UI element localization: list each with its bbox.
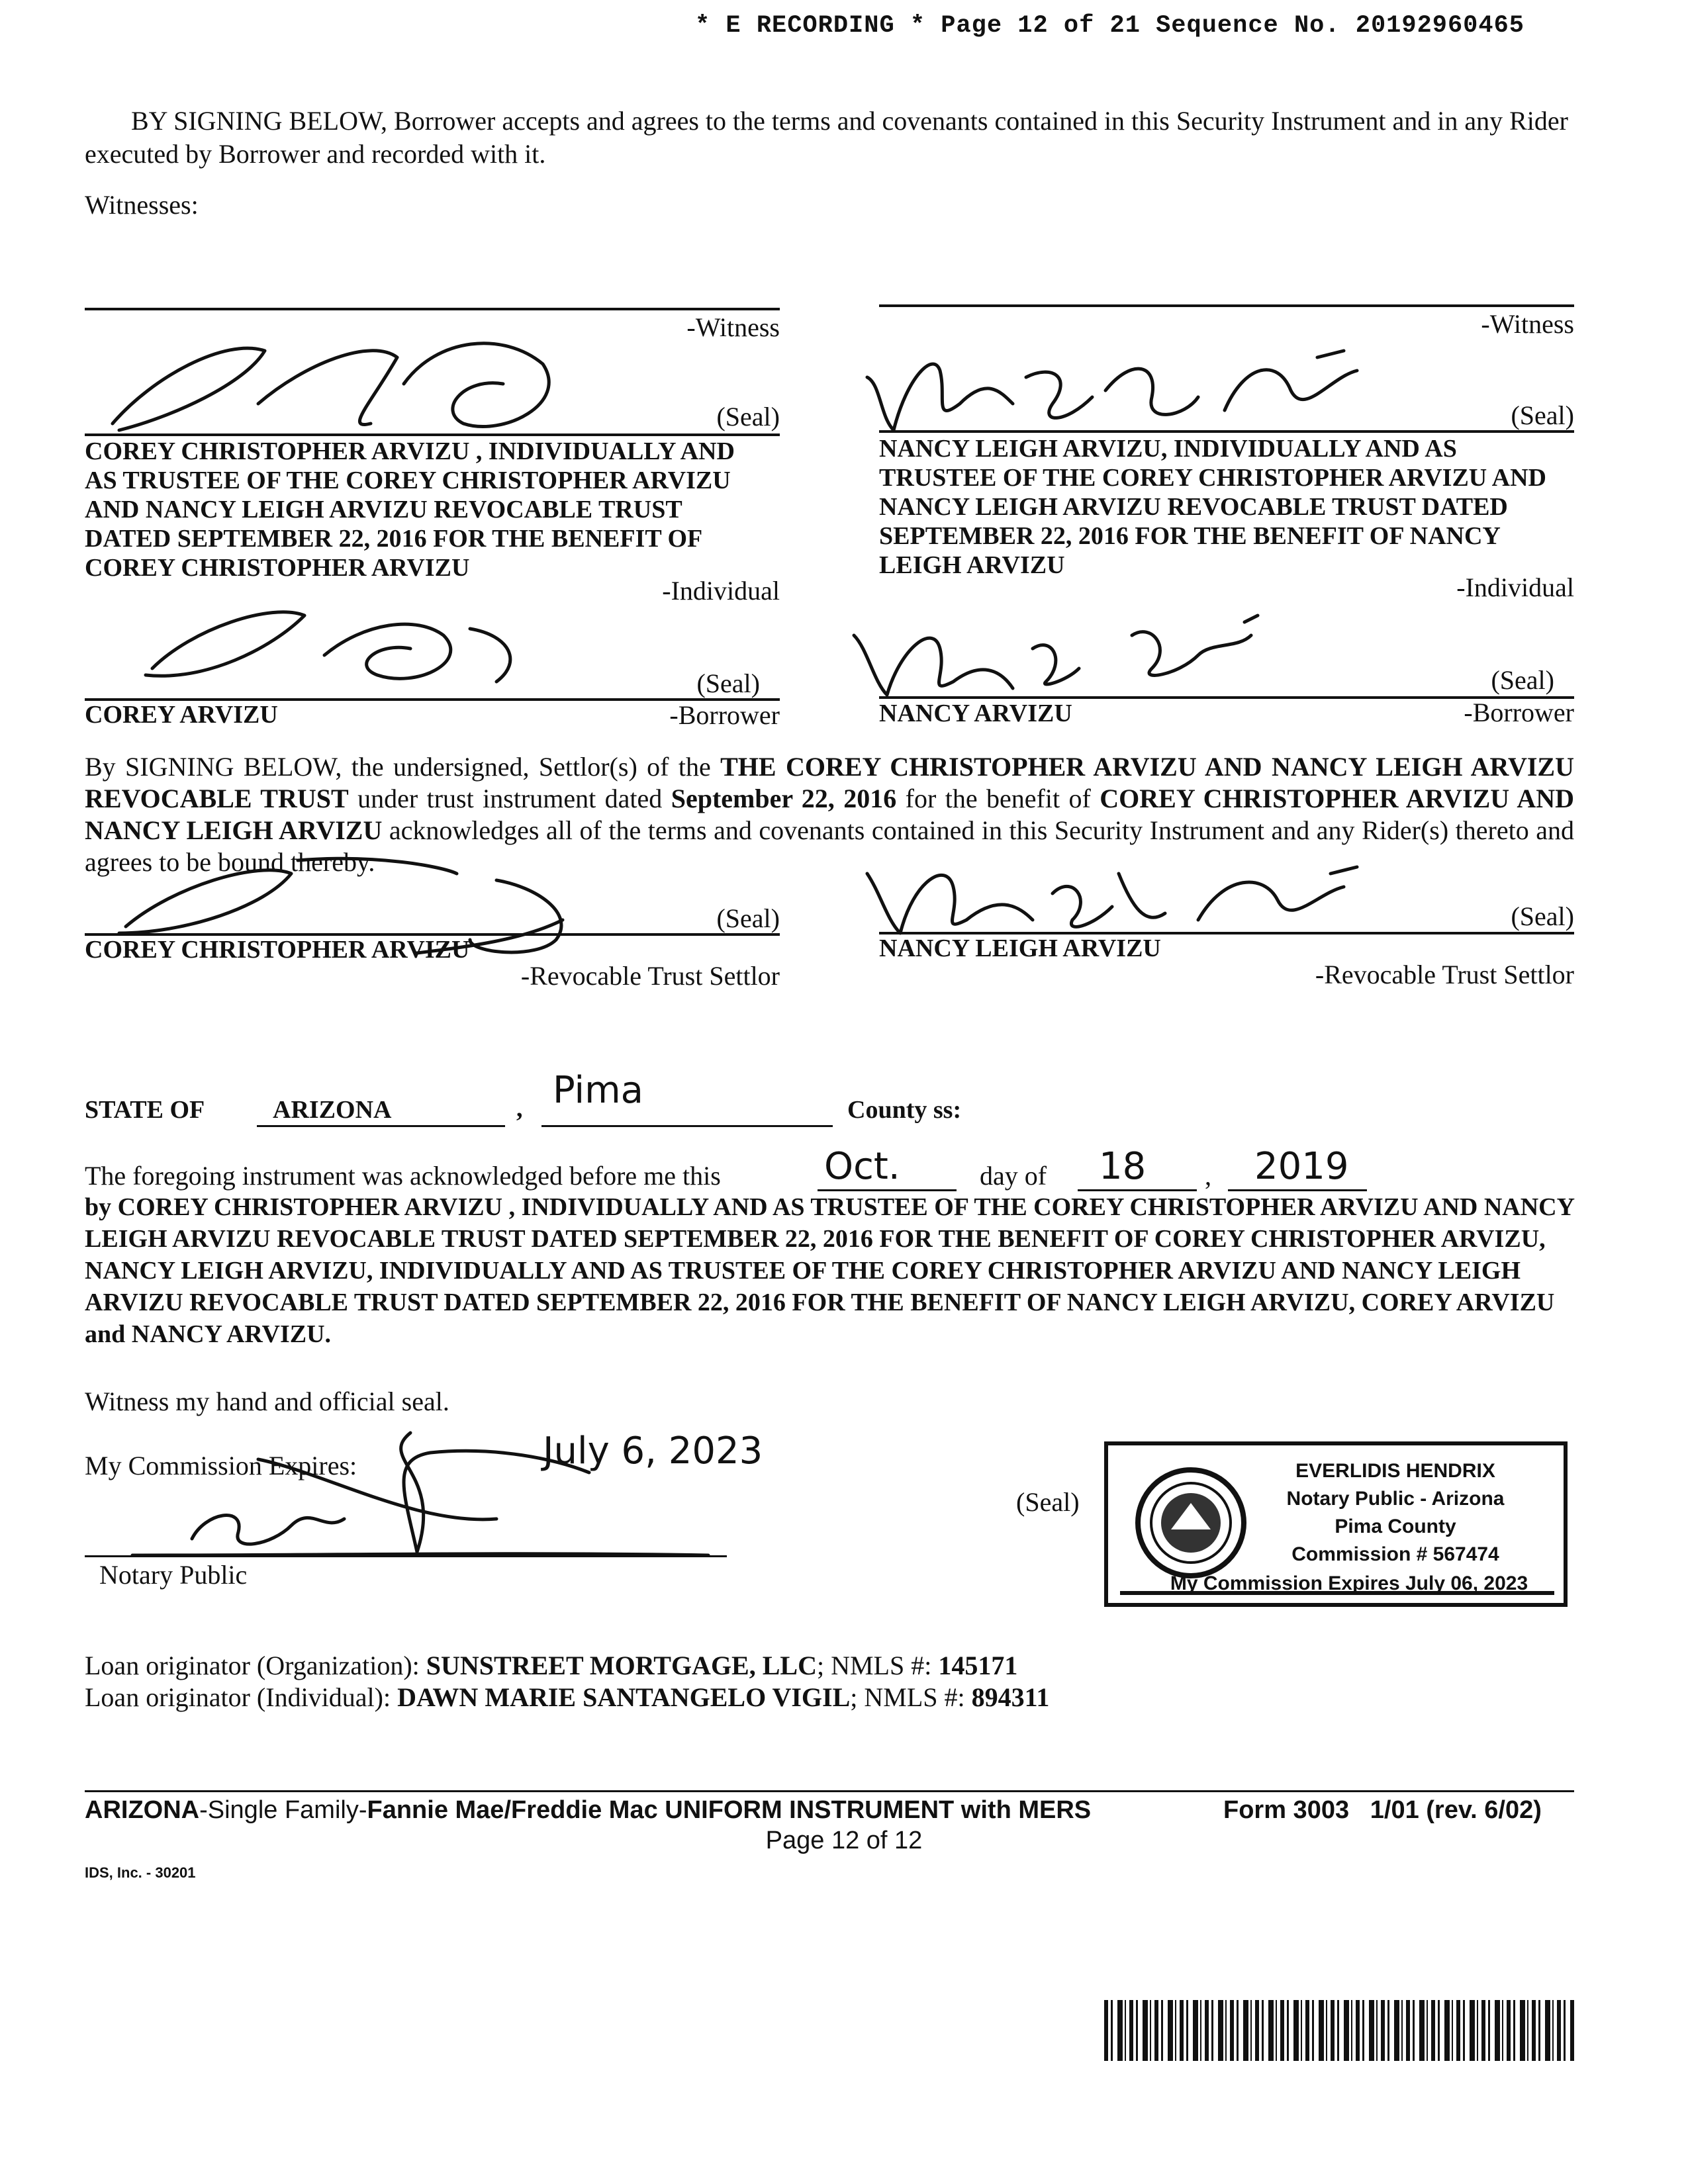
loan-ind-line	[85, 1681, 1049, 1714]
footer-form-number: Form 3003 1/01 (rev. 6/02)	[1223, 1796, 1542, 1824]
county-underline	[541, 1125, 833, 1127]
settlor-text-1: By SIGNING BELOW, the undersigned, Settlor(s) of the	[85, 752, 721, 782]
role-3-right: -Revocable Trust Settlor	[1315, 960, 1574, 989]
footer-state: ARIZONA	[85, 1796, 200, 1824]
footer-form-title: Fannie Mae/Freddie Mac UNIFORM INSTRUMENT with MERS	[367, 1796, 1092, 1824]
signer-name-1-right: NANCY LEIGH ARVIZU, INDIVIDUALLY AND AS TRUSTEE OF THE COREY CHRISTOPHER ARVIZU AND NANCY LEIGH ARVIZU REVOCABLE TRUST DATED SEPTEMBER 22, 2016 FOR THE BENEFIT OF NANCY LEIGH ARVIZU	[879, 435, 1546, 579]
footer-single-family: -Single Family-	[199, 1796, 367, 1824]
commission-handwritten: July 6, 2023	[543, 1430, 763, 1473]
intro-paragraph: BY SIGNING BELOW, Borrower accepts and agrees to the terms and covenants contained in this Security Instrument and in any Rider executed by Borrower and recorded with it.	[85, 106, 1568, 169]
county-handwritten: Pima	[553, 1069, 643, 1112]
seal-label-1-right: (Seal)	[1511, 400, 1574, 430]
loan-org-line	[85, 1649, 1017, 1682]
settlor-beneficiaries: COREY CHRISTOPHER ARVIZU AND NANCY LEIGH ARVIZU	[85, 784, 1575, 845]
witness-label-right: -Witness	[1481, 309, 1574, 339]
signature-nancy-1	[854, 338, 1397, 437]
signature-line-1-left	[85, 433, 780, 436]
state-comma: ,	[516, 1095, 523, 1122]
state-underline	[257, 1125, 505, 1127]
signer-name-1-left: COREY CHRISTOPHER ARVIZU , INDIVIDUALLY AND AS TRUSTEE OF THE COREY CHRISTOPHER ARVIZU AND NANCY LEIGH ARVIZU REVOCABLE TRUST DATED SEPTEMBER 22, 2016 FOR THE BENEFIT OF COREY CHRISTOPHER ARVIZU	[85, 437, 735, 582]
seal-label-2-left: (Seal)	[696, 668, 760, 698]
signature-corey-1	[93, 324, 622, 443]
county-label: County ss:	[847, 1096, 962, 1124]
role-2-right: -Borrower	[1464, 698, 1574, 727]
loan-ind-nmls: 894311	[971, 1682, 1050, 1712]
barcode	[1104, 2000, 1574, 2061]
ack-comma: ,	[1205, 1161, 1211, 1191]
signature-nancy-2	[841, 609, 1278, 708]
loan-org-name: SUNSTREET MORTGAGE, LLC	[426, 1651, 817, 1680]
signer-name-2-right: NANCY ARVIZU	[879, 700, 1072, 727]
settlor-text-2: under trust instrument dated	[348, 784, 671, 813]
notary-seal-label: (Seal)	[1016, 1487, 1080, 1517]
settlor-text-3: for the benefit of	[896, 784, 1100, 813]
witness-label-left: -Witness	[686, 312, 780, 342]
notary-public-label: Notary Public	[99, 1560, 248, 1590]
loan-ind-nmls-label: ; NMLS #:	[850, 1682, 972, 1712]
witnesses-label: Witnesses:	[85, 190, 199, 220]
stamp-commission: Commission # 567474	[1291, 1543, 1499, 1565]
ack-day-of: day of	[980, 1161, 1047, 1191]
loan-ind-name: DAWN MARIE SANTANGELO VIGIL	[397, 1682, 851, 1712]
stamp-county: Pima County	[1335, 1516, 1456, 1537]
settlor-trust-name: THE COREY CHRISTOPHER ARVIZU AND NANCY LEIGH ARVIZU REVOCABLE TRUST	[85, 752, 1574, 813]
ack-year-handwritten: 2019	[1254, 1145, 1349, 1188]
ack-text: The foregoing instrument was acknowledged before me this	[85, 1161, 721, 1191]
notary-stamp	[1104, 1441, 1568, 1607]
stamp-title: Notary Public - Arizona	[1286, 1488, 1505, 1510]
loan-org-nmls-label: ; NMLS #:	[816, 1651, 939, 1680]
loan-org-label: Loan originator (Organization):	[85, 1651, 426, 1680]
ack-by-paragraph: by COREY CHRISTOPHER ARVIZU , INDIVIDUALLY AND AS TRUSTEE OF THE COREY CHRISTOPHER ARVIZU AND NANCY LEIGH ARVIZU REVOCABLE TRUST DATED SEPTEMBER 22, 2016 FOR THE BENEFIT OF COREY CHRISTOPHER ARVIZU, NANCY LEIGH ARVIZU, INDIVIDUALLY AND AS TRUSTEE OF THE COREY CHRISTOPHER ARVIZU AND NANCY LEIGH ARVIZU REVOCABLE TRUST DATED SEPTEMBER 22, 2016 FOR THE BENEFIT OF NANCY LEIGH ARVIZU, COREY ARVIZU and NANCY ARVIZU.	[85, 1193, 1574, 1348]
signer-name-2-left: COREY ARVIZU	[85, 701, 278, 729]
seal-label-3-left: (Seal)	[716, 903, 780, 933]
signer-name-3-right: NANCY LEIGH ARVIZU	[879, 934, 1161, 962]
witness-line-left	[85, 308, 780, 310]
state-seal-icon	[1135, 1467, 1247, 1579]
commission-label: My Commission Expires:	[85, 1451, 357, 1480]
ack-day-handwritten: Oct.	[824, 1145, 900, 1188]
signature-corey-2	[126, 589, 549, 695]
notary-signature-line	[85, 1555, 727, 1557]
role-1-right: -Individual	[1456, 572, 1574, 602]
signature-line-1-right	[879, 430, 1574, 433]
witness-hand-text: Witness my hand and official seal.	[85, 1387, 449, 1416]
footer-form-line	[85, 1795, 1091, 1825]
loan-org-nmls: 145171	[938, 1651, 1018, 1680]
state-label: STATE OF	[85, 1096, 205, 1124]
seal-label-3-right: (Seal)	[1511, 901, 1574, 931]
seal-label-1-left: (Seal)	[716, 402, 780, 432]
footer-page: Page 12 of 12	[765, 1827, 923, 1854]
seal-label-2-right: (Seal)	[1491, 665, 1554, 695]
recording-header: * E RECORDING * Page 12 of 21 Sequence No. 20192960465	[695, 12, 1524, 40]
stamp-expires: My Commission Expires July 06, 2023	[1170, 1572, 1528, 1594]
state-value: ARIZONA	[273, 1096, 392, 1124]
role-3-left: -Revocable Trust Settlor	[520, 961, 780, 991]
ack-month-handwritten: 18	[1099, 1145, 1147, 1188]
footer-ids: IDS, Inc. - 30201	[85, 1864, 196, 1881]
footer-rule	[85, 1790, 1574, 1792]
witness-line-right	[879, 304, 1574, 307]
signer-name-3-left: COREY CHRISTOPHER ARVIZU	[85, 936, 470, 964]
role-1-left: -Individual	[662, 576, 780, 606]
role-2-left: -Borrower	[669, 700, 780, 730]
settlor-text-4: acknowledges all of the terms and covenants contained in this Security Instrument and any Rider(s) thereto and agrees to be bound thereby.	[85, 815, 1575, 877]
notary-signature	[126, 1420, 722, 1565]
stamp-name: EVERLIDIS HENDRIX	[1295, 1460, 1495, 1482]
settlor-trust-date: September 22, 2016	[671, 784, 897, 813]
loan-ind-label: Loan originator (Individual):	[85, 1682, 398, 1712]
